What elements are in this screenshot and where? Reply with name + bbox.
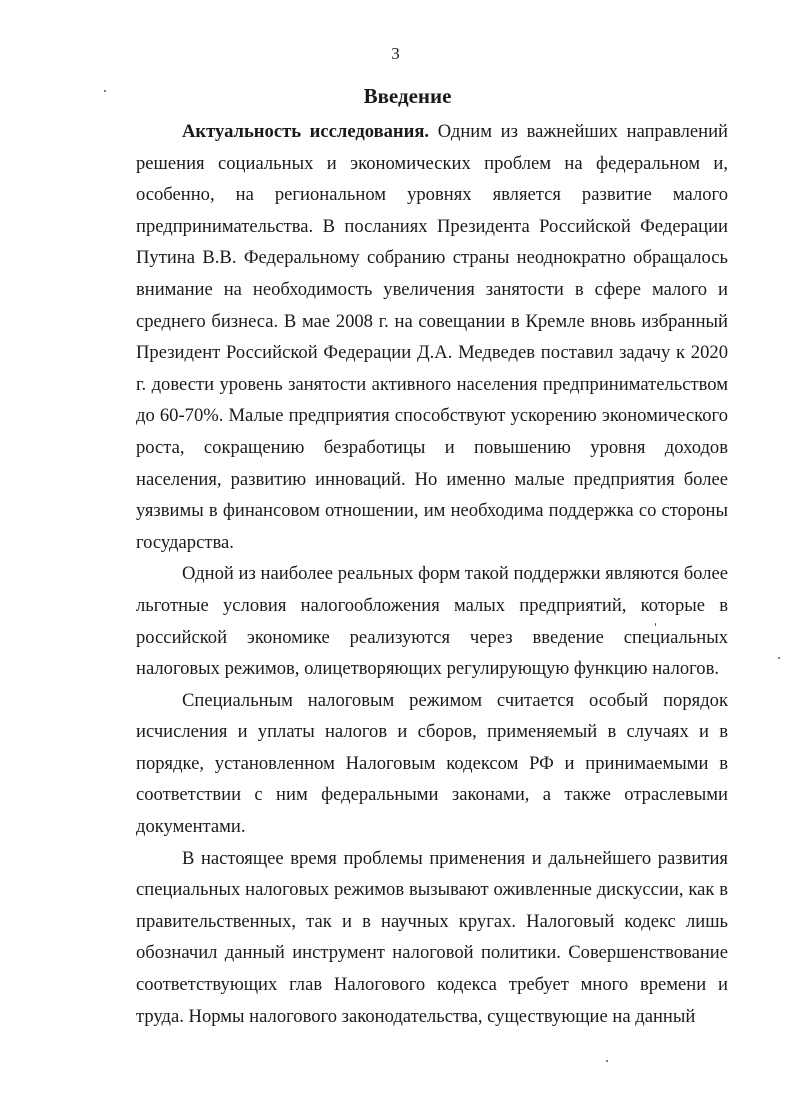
paragraph-special-regime: Специальным налоговым режимом считается особый порядок исчисления и уплаты налогов и сборов, применяемый в случаях и в порядке, установленном Налоговым кодексом РФ и принимаемыми в соответствии с ним федеральными законами, а также отраслевыми документами. bbox=[136, 689, 728, 838]
body-text bbox=[136, 116, 728, 1032]
paragraph-relevance bbox=[136, 116, 728, 558]
paragraph-support: Одной из наиболее реальных форм такой поддержки являются более льготные условия налогообложения малых предприятий, которые в российской экономике реализуются через введение специальных налоговых режимов, олицетворяющих регулирующую функцию налогов. bbox=[136, 563, 728, 680]
scan-speck bbox=[655, 623, 656, 626]
paragraph-text: Одним из важнейших направлений решения социальных и экономических проблем на федеральном и, особенно, на региональном уровнях является развитие малого предпринимательства. В посланиях Президента Российской Федерации Путина В.В. Федеральному собранию страны неоднократно обращалось внимание на необходимость увеличения занятости в сфере малого и среднего бизнеса. В мае 2008 г. на совещании в Кремле вновь избранный Президент Российской Федерации Д.А. Медведев поставил задачу к 2020 г. довести уровень занятости активного населения предпринимательством до 60-70%. Малые предприятия способствуют ускорению экономического роста, сокращению безработицы и повышению уровня доходов населения, развитию инноваций. Но именно малые предприятия более уязвимы в финансовом отношении, им необходима поддержка со стороны государства. bbox=[136, 121, 728, 553]
scan-speck bbox=[778, 657, 780, 659]
section-heading: Введение bbox=[363, 84, 452, 108]
page-number: 3 bbox=[391, 44, 400, 63]
paragraph-current-issues: В настоящее время проблемы применения и дальнейшего развития специальных налоговых режимов вызывают оживленные дискуссии, как в правительственных, так и в научных кругах. Налоговый кодекс лишь обозначил данный инструмент налоговой политики. Совершенствование соответствующих глав Налогового кодекса требует много времени и труда. Нормы налогового законодательства, существующие на данный bbox=[136, 847, 728, 1027]
paragraph-lead: Актуальность исследования. bbox=[182, 121, 430, 142]
scan-speck bbox=[104, 90, 106, 92]
scan-speck bbox=[606, 1060, 608, 1062]
